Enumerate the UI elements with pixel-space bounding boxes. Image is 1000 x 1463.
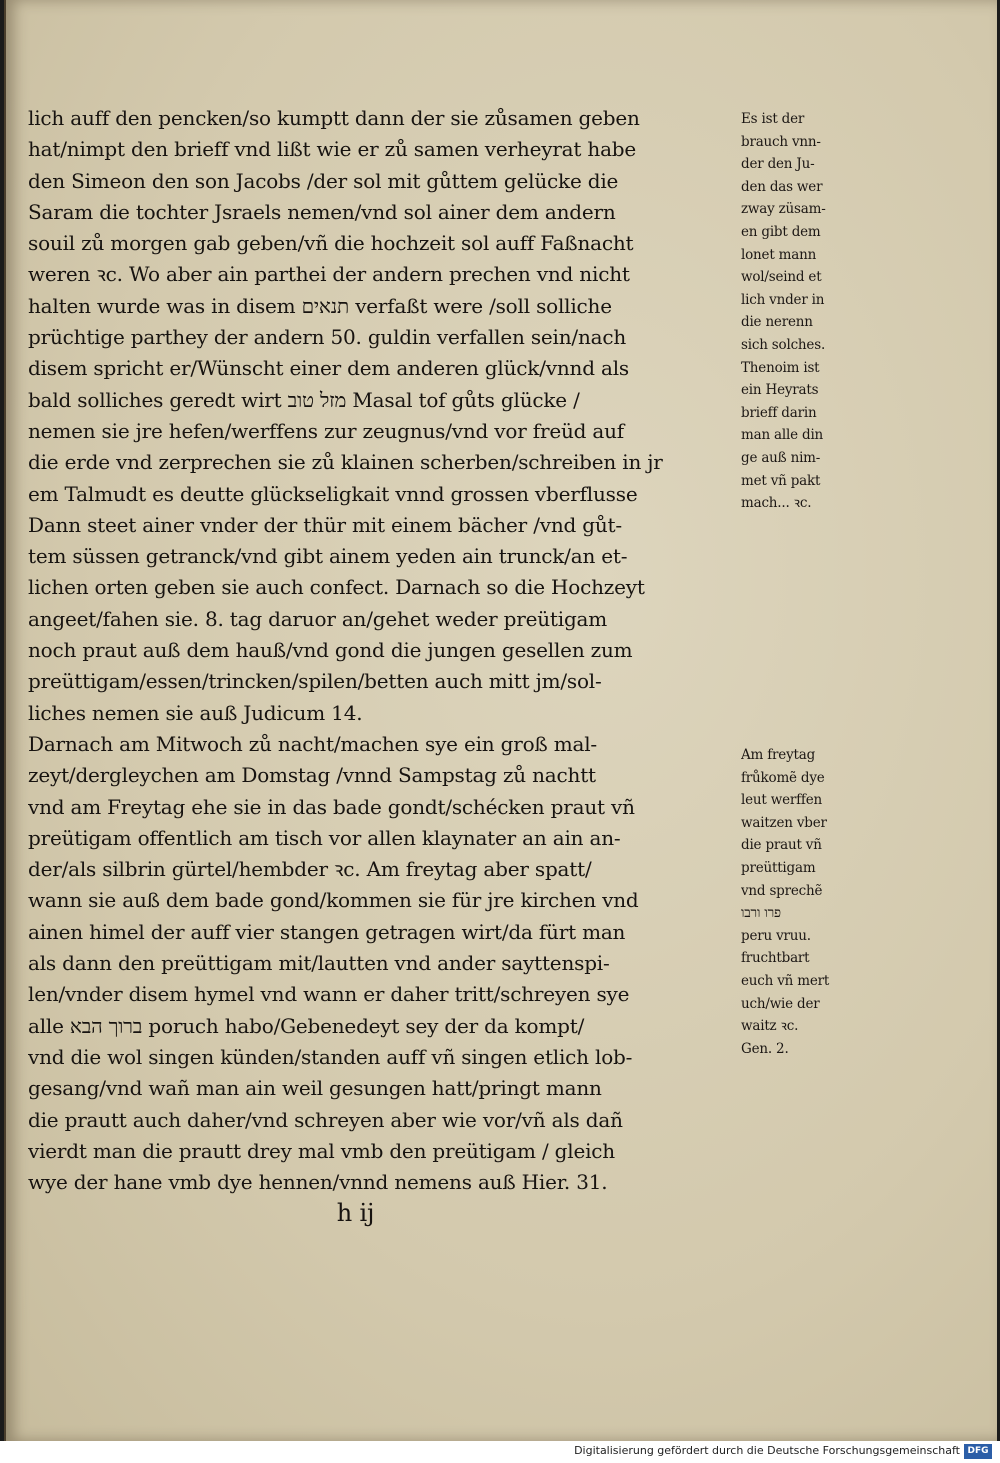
margin-line: waitzen vber — [741, 814, 827, 831]
text-line: Darnach am Mitwoch zů nacht/machen sye ein groß mal- — [28, 731, 597, 756]
margin-line: wol/seind et — [741, 269, 822, 286]
margin-line: met vñ pakt — [741, 472, 821, 489]
text-line: Saram die tochter Jsraels nemen/vnd sol ainer dem andern — [28, 199, 616, 224]
margin-line: lonet mann — [741, 246, 817, 263]
text-line: tem süssen getranck/vnd gibt ainem yeden ain trunck/an et- — [28, 544, 628, 569]
margin-line: brauch vnn- — [741, 133, 821, 150]
text-line: preüttigam/essen/trincken/spilen/betten auch mitt jm/sol- — [28, 669, 602, 694]
margin-line: en gibt dem — [741, 223, 821, 240]
text-line: bald solliches geredt wirt מזל טוב Masal tof gůts glücke / — [28, 387, 580, 412]
margin-line: man alle din — [741, 427, 824, 444]
margin-line: ge auß nim- — [741, 449, 821, 466]
text-line: len/vnder disem hymel vnd wann er daher tritt/schreyen sye — [28, 982, 630, 1007]
margin-line: die praut vñ — [741, 837, 822, 854]
text-line: lich auff den pencken/so kumptt dann der sie zůsamen geben — [28, 106, 640, 130]
margin-line: mach... ꝛc. — [741, 495, 812, 512]
margin-line: ein Heyrats — [741, 382, 819, 399]
text-line: als dann den preüttigam mit/lautten vnd ander sayttenspi- — [28, 951, 610, 976]
margin-line: peru vruu. — [741, 927, 811, 944]
footer-credit: Digitalisierung gefördert durch die Deutsche Forschungsgemeinschaft — [574, 1444, 960, 1457]
text-line: gesang/vnd wañ man ain weil gesungen hatt/pringt mann — [28, 1076, 602, 1101]
text-line: lichen orten geben sie auch confect. Darnach so die Hochzeyt — [28, 575, 645, 600]
margin-line: zway züsam- — [741, 201, 826, 218]
margin-line: den das wer — [741, 178, 823, 195]
text-line: weren ꝛc. Wo aber ain parthei der andern prechen vnd nicht — [28, 262, 630, 287]
margin-line: leut werffen — [741, 792, 822, 809]
text-line: prüchtige parthey der andern 50. guldin verfallen sein/nach — [28, 325, 627, 350]
margin-line: die nerenn — [741, 314, 813, 331]
margin-line: fruchtbart — [741, 950, 810, 967]
margin-line: Am freytag — [741, 747, 816, 763]
text-line: souil zů morgen gab geben/vñ die hochzeit sol auff Faßnacht — [28, 231, 634, 256]
margin-line: Thenoim ist — [741, 359, 820, 376]
margin-line: der den Ju- — [741, 156, 815, 173]
text-line: noch praut auß dem hauß/vnd gond die jungen gesellen zum — [28, 638, 633, 663]
text-line: angeet/fahen sie. 8. tag daruor an/gehet weder preütigam — [28, 606, 608, 631]
text-line: wann sie auß dem bade gond/kommen sie für jre kirchen vnd — [28, 888, 639, 913]
text-line: der/als silbrin gürtel/hembder ꝛc. Am freytag aber spatt/ — [28, 857, 592, 882]
margin-line: lich vnder in — [741, 291, 825, 308]
text-line: halten wurde was in disem תנאים verfaßt were /soll solliche — [28, 293, 612, 318]
text-line: vierdt man die prautt drey mal vmb den preütigam / gleich — [28, 1138, 615, 1163]
text-line: hat/nimpt den brieff vnd lißt wie er zů samen verheyrat habe — [28, 137, 637, 162]
margin-line: vnd sprechẽ — [741, 882, 823, 899]
text-line: preütigam offentlich am tisch vor allen klaynater an ain an- — [28, 825, 621, 850]
margin-note-top — [741, 108, 881, 515]
text-line: em Talmudt es deutte glückseligkait vnnd grossen vberflusse — [28, 481, 638, 506]
margin-line: euch vñ mert — [741, 972, 830, 989]
text-line: Dann steet ainer vnder der thür mit einem bächer /vnd gůt- — [28, 512, 622, 537]
text-line: den Simeon den son Jacobs /der sol mit gůttem gelücke die — [28, 168, 619, 193]
main-text-block — [28, 103, 743, 1230]
footer-bar — [0, 1441, 1000, 1463]
margin-line: פרו ורבו — [741, 905, 781, 922]
text-line: vnd am Freytag ehe sie in das bade gondt/schécken praut vñ — [28, 794, 635, 819]
text-line: alle ברוך הבא poruch habo/Gebenedeyt sey der da kompt/ — [28, 1013, 585, 1038]
margin-line: brieff darin — [741, 404, 817, 421]
margin-line: frůkomẽ dye — [741, 769, 825, 786]
dfg-logo-icon: DFG — [964, 1444, 992, 1459]
margin-line: uch/wie der — [741, 995, 820, 1012]
margin-line: Es ist der — [741, 111, 805, 127]
text-line: die erde vnd zerprechen sie zů klainen scherben/schreiben in jr — [28, 450, 663, 475]
margin-line: preüttigam — [741, 859, 816, 876]
text-line: die prautt auch daher/vnd schreyen aber wie vor/vñ als dañ — [28, 1107, 623, 1132]
margin-line: waitz ꝛc. — [741, 1018, 799, 1035]
margin-line: Gen. 2. — [741, 1040, 789, 1057]
text-line: vnd die wol singen künden/standen auff vñ singen etlich lob- — [28, 1044, 633, 1069]
signature-mark: h ij — [336, 1199, 375, 1228]
text-line: ainen himel der auff vier stangen getragen wirt/da fürt man — [28, 919, 626, 944]
text-line: liches nemen sie auß Judicum 14. — [28, 700, 363, 725]
text-line: nemen sie jre hefen/werffens zur zeugnus/vnd vor freüd auf — [28, 418, 624, 443]
margin-note-bottom — [741, 744, 881, 1060]
margin-line: sich solches. — [741, 336, 826, 353]
text-line: wye der hane vmb dye hennen/vnnd nemens auß Hier. 31. — [28, 1170, 608, 1195]
text-line: zeyt/dergleychen am Domstag /vnnd Sampstag zů nachtt — [28, 763, 596, 788]
book-page — [4, 0, 997, 1441]
text-line: disem spricht er/Wünscht einer dem anderen glück/vnnd als — [28, 356, 629, 381]
